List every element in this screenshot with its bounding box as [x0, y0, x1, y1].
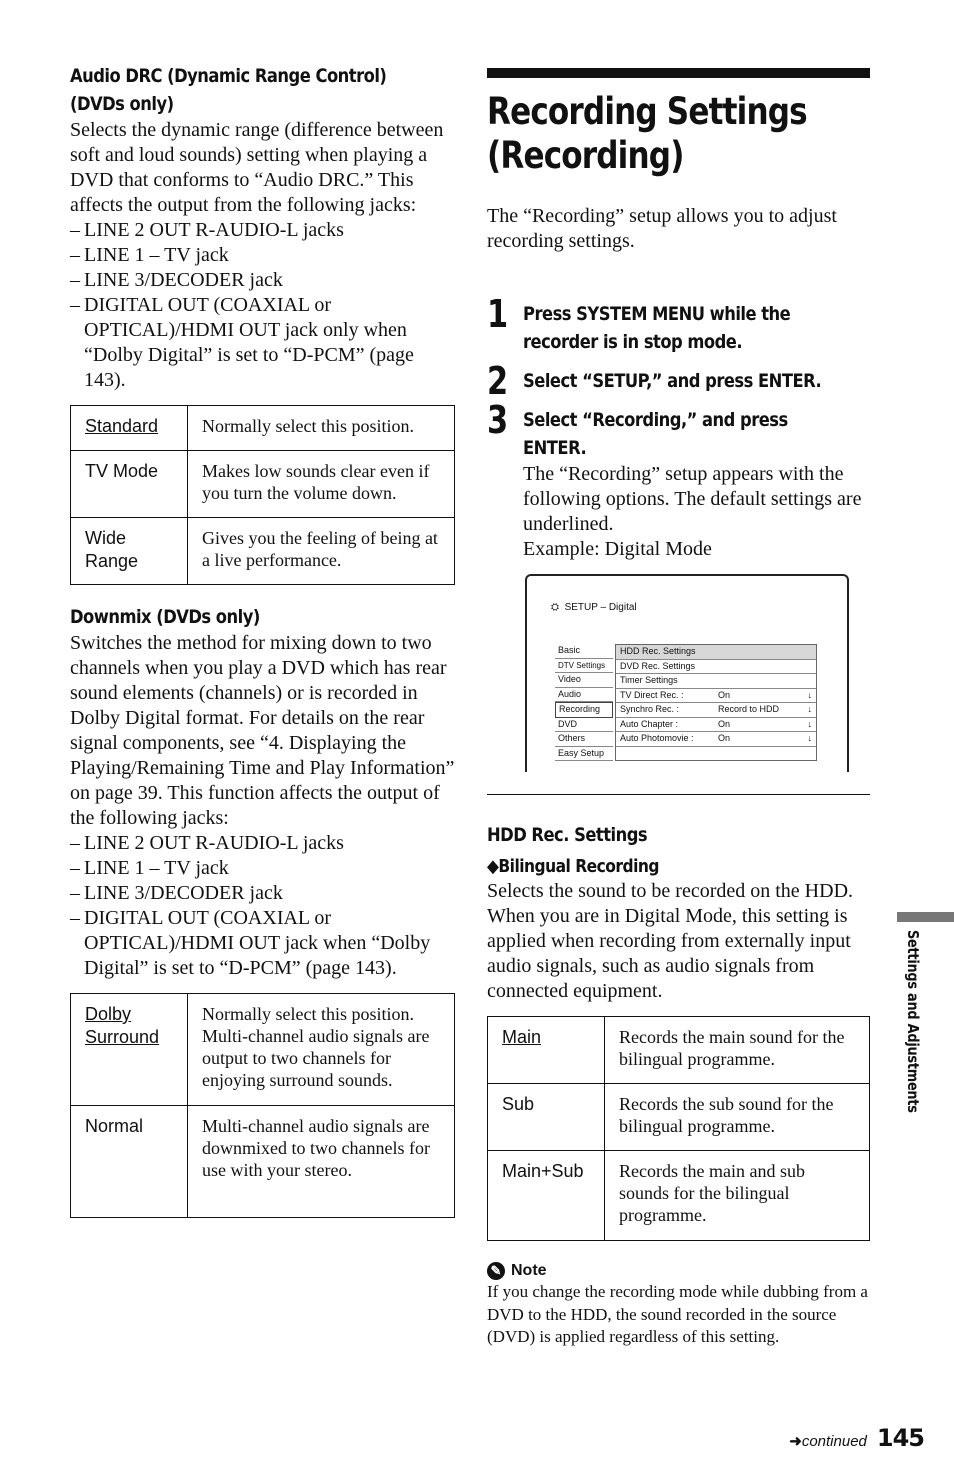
option-description: Normally select this position. [188, 406, 455, 451]
screen-menu [555, 644, 613, 761]
page-title: Recording Settings (Recording) [487, 90, 807, 177]
option-key: TV Mode [71, 451, 188, 518]
option-key: Sub [488, 1084, 605, 1151]
option-description: Multi-channel audio signals are downmixed to two channels for use with your stereo. [188, 1106, 455, 1218]
screen-header: ⛭ SETUP – Digital [551, 602, 637, 613]
option-description: Records the main sound for the bilingual programme. [605, 1017, 870, 1084]
option-description: Gives you the feeling of being at a live performance. [188, 518, 455, 585]
table-row [488, 1151, 870, 1241]
table-row [71, 1106, 455, 1218]
list-item: – DIGITAL OUT (COAXIAL or OPTICAL)/HDMI OUT jack when “Dolby Digital” is set to “D-PCM” (page 143). [70, 906, 455, 981]
option-description: Normally select this position. Multi-channel audio signals are output to two channels for enjoying surround sounds. [188, 994, 455, 1106]
left-column [70, 62, 455, 1218]
submenu-row: DVD Rec. Settings [616, 660, 816, 675]
section-divider [487, 794, 870, 795]
down-arrow-icon: ↓ [807, 718, 812, 729]
arrow-right-icon: ➜ [789, 1433, 802, 1450]
audio-drc-description: Selects the dynamic range (difference between soft and loud sounds) setting when playing a DVD that conforms to “Audio DRC.” This affects the output from the following jacks: [70, 119, 444, 216]
step-3-description: The “Recording” setup appears with the following options. The default settings are underlined. [523, 463, 862, 535]
step-1 [487, 292, 870, 356]
step-instruction: Select “Recording,” and press ENTER. [523, 409, 788, 459]
option-key: Wide Range [71, 518, 188, 585]
list-item: – LINE 3/DECODER jack [70, 881, 455, 906]
option-description: Records the main and sub sounds for the bilingual programme. [605, 1151, 870, 1241]
section-side-label: Settings and Adjustments [904, 930, 922, 1113]
audio-drc-options-table [70, 405, 455, 585]
right-column [487, 68, 870, 1349]
submenu-row: Timer Settings [616, 674, 816, 689]
note-heading: ✎ Note [487, 1261, 870, 1281]
step-3 [487, 398, 870, 562]
list-item: – LINE 1 – TV jack [70, 243, 455, 268]
setup-toolbox-icon: ⛭ [551, 602, 559, 613]
menu-item-basic: Basic [555, 644, 613, 659]
option-key: Standard [85, 416, 159, 436]
table-row [71, 451, 455, 518]
step-instruction: Select “SETUP,” and press ENTER. [523, 370, 822, 392]
menu-item-dtv-settings: DTV Settings [555, 659, 613, 674]
menu-item-audio: Audio [555, 688, 613, 703]
step-2 [487, 359, 870, 403]
section-tab-marker [897, 912, 954, 922]
step-number: 1 [487, 292, 509, 336]
list-item: – LINE 1 – TV jack [70, 856, 455, 881]
example-label: Example: Digital Mode [523, 538, 712, 560]
menu-item-video: Video [555, 673, 613, 688]
step-number: 3 [487, 398, 509, 442]
list-item: – DIGITAL OUT (COAXIAL or OPTICAL)/HDMI OUT jack only when “Dolby Digital” is set to “D-PCM” (page 143). [70, 293, 455, 393]
option-key: Normal [71, 1106, 188, 1218]
submenu-row: HDD Rec. Settings [616, 645, 816, 660]
submenu-row [616, 747, 816, 761]
note-text: If you change the recording mode while dubbing from a DVD to the HDD, the sound recorded in the source (DVD) is applied regardless of this setting. [487, 1282, 868, 1346]
downmix-heading: Downmix (DVDs only) [70, 606, 260, 628]
page-footer [789, 1424, 924, 1452]
audio-drc-heading: Audio DRC (Dynamic Range Control) (DVDs only) [70, 65, 387, 115]
option-key: Dolby Surround [85, 1004, 160, 1047]
table-row [71, 518, 455, 585]
list-item: – LINE 2 OUT R-AUDIO-L jacks [70, 218, 455, 243]
bilingual-options-table [487, 1016, 870, 1241]
down-arrow-icon: ↓ [807, 689, 812, 700]
table-row [488, 1084, 870, 1151]
down-arrow-icon: ↓ [807, 704, 812, 714]
submenu-row: Auto Photomovie : On ↓ [616, 732, 816, 747]
submenu-row: Auto Chapter : On ↓ [616, 718, 816, 733]
audio-drc-jack-list [70, 218, 455, 393]
down-arrow-icon: ↓ [807, 733, 812, 743]
table-row [71, 406, 455, 451]
bilingual-description: Selects the sound to be recorded on the HDD. When you are in Digital Mode, this setting is applied when recording from externally input audio signals, such as audio signals from connected equipment. [487, 880, 854, 1002]
step-instruction: Press SYSTEM MENU while the recorder is in stop mode. [523, 303, 791, 353]
intro-text: The “Recording” setup allows you to adjust recording settings. [487, 205, 837, 252]
steps [487, 292, 870, 562]
menu-item-others: Others [555, 732, 613, 747]
setup-screen-illustration [525, 574, 849, 772]
bilingual-recording-heading: ◆Bilingual Recording [487, 856, 659, 877]
list-item: – LINE 2 OUT R-AUDIO-L jacks [70, 831, 455, 856]
option-key: Main [502, 1027, 542, 1047]
table-row [71, 994, 455, 1106]
screen-submenu [615, 644, 817, 761]
downmix-description: Switches the method for mixing down to two channels when you play a DVD which has rear sound elements (channels) or is recorded in Dolby Digital format. For details on the rear signal components, see “4. Displaying the Playing/Remaining Time and Play Information” on page 39. This function affects the output of the following jacks: [70, 632, 455, 829]
menu-item-dvd: DVD [555, 718, 613, 733]
option-description: Records the sub sound for the bilingual programme. [605, 1084, 870, 1151]
submenu-row: Synchro Rec. : Record to HDD ↓ [616, 703, 816, 718]
diamond-bullet-icon: ◆ [487, 856, 499, 877]
title-rule [487, 68, 870, 78]
hdd-rec-settings-heading: HDD Rec. Settings [487, 824, 648, 846]
option-description: Makes low sounds clear even if you turn the volume down. [188, 451, 455, 518]
page-number: 145 [876, 1424, 924, 1452]
table-row [488, 1017, 870, 1084]
note-icon: ✎ [487, 1262, 505, 1280]
menu-item-easy-setup: Easy Setup [555, 747, 613, 762]
step-number: 2 [487, 359, 509, 403]
continued-indicator: ➜continued [789, 1433, 867, 1450]
menu-item-recording: Recording [555, 702, 613, 718]
submenu-row: TV Direct Rec. : On ↓ [616, 689, 816, 704]
option-key: Main+Sub [488, 1151, 605, 1241]
downmix-jack-list [70, 831, 455, 981]
downmix-options-table [70, 993, 455, 1218]
list-item: – LINE 3/DECODER jack [70, 268, 455, 293]
